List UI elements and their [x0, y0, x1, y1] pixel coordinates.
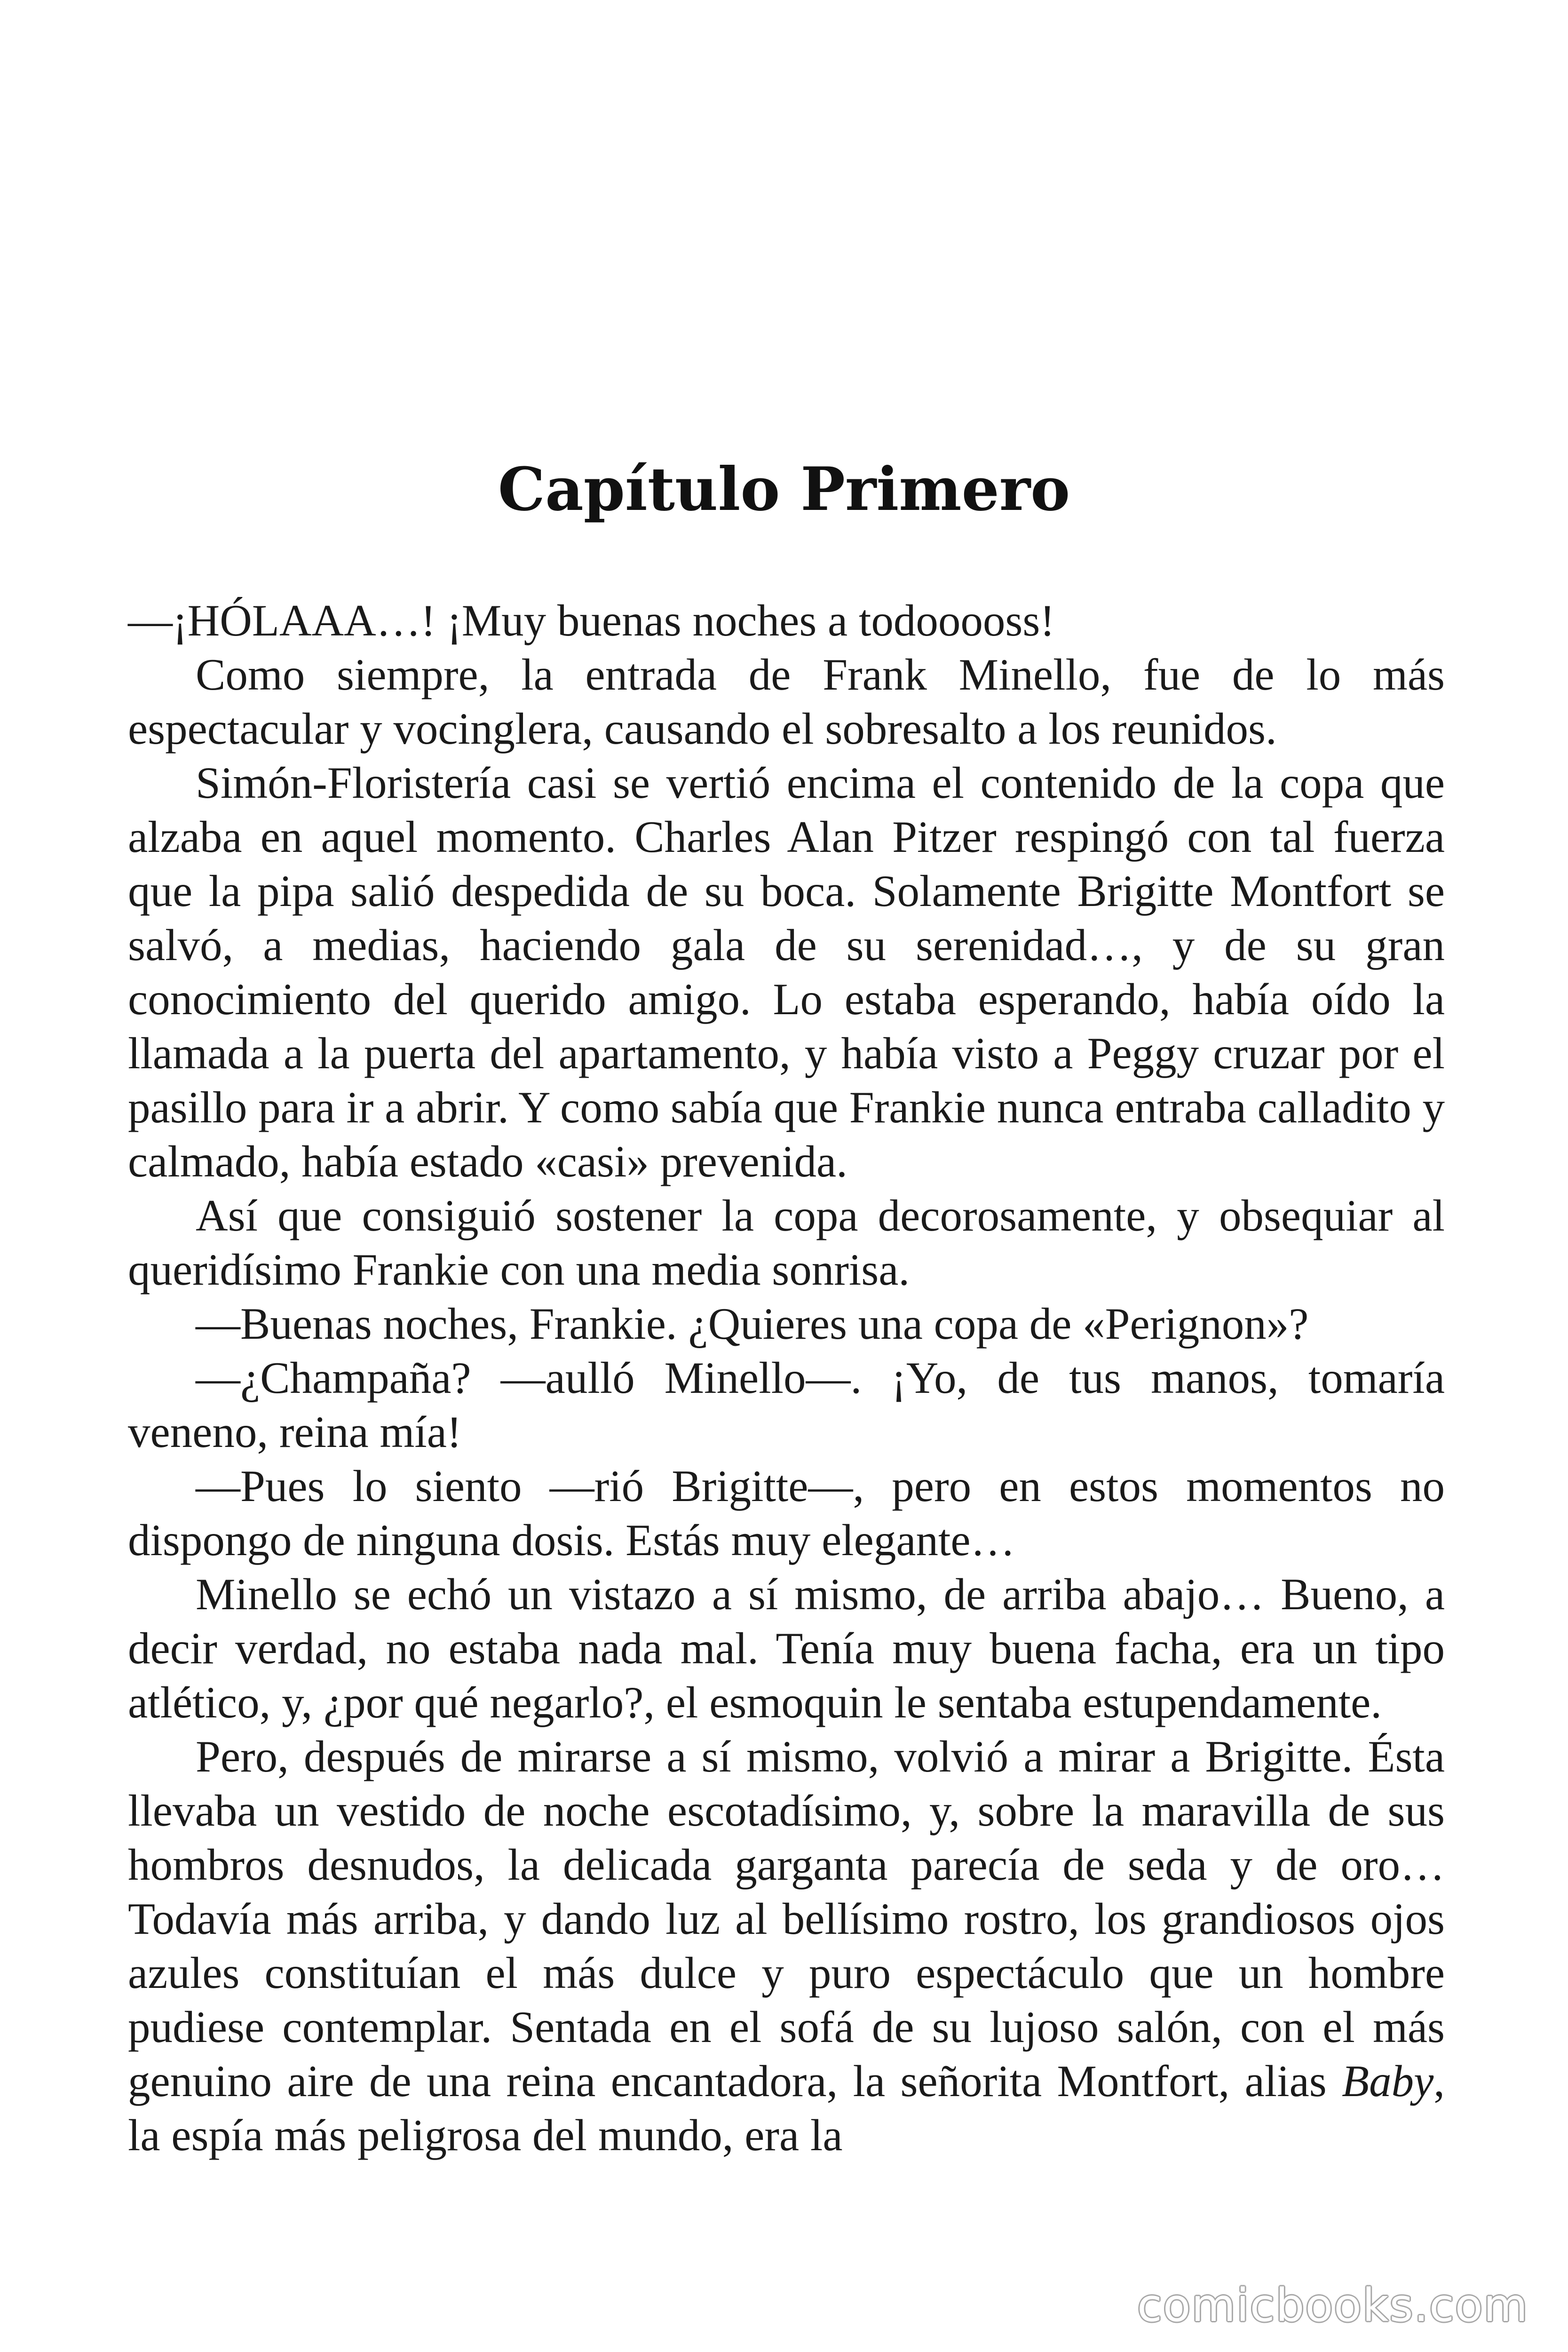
- paragraph-4: Así que consiguió sostener la copa decorosamente, y obsequiar al queridísimo Frankie con una media sonrisa.: [128, 1191, 1445, 1295]
- paragraph-7: —Pues lo siento —rió Brigitte—, pero en estos momentos no dispongo de ninguna dosis. Estás muy elegante…: [128, 1461, 1445, 1565]
- paragraph-9-emphasis: Baby: [1342, 2056, 1434, 2106]
- paragraph-2: Como siempre, la entrada de Frank Minello, fue de lo más espectacular y vocinglera, causando el sobresalto a los reunidos.: [128, 650, 1445, 754]
- paragraph-9-text-before: Pero, después de mirarse a sí mismo, volvió a mirar a Brigitte. Ésta llevaba un vestido de noche escotadísimo, y, sobre la maravilla de sus hombros desnudos, la delicada garganta parecía de seda y de oro… Todavía más arriba, y dando luz al bellísimo rostro, los grandiosos ojos azules constituían el más dulce y puro espectáculo que un hombre pudiese contemplar. Sentada en el sofá de su lujoso salón, con el más genuino aire de una reina encantadora, la señorita Montfort, alias: [128, 1732, 1445, 2106]
- paragraph-3: Simón-Floristería casi se vertió encima el contenido de la copa que alzaba en aquel momento. Charles Alan Pitzer respingó con tal fuerza que la pipa salió despedida de su boca. Solamente Brigitte Montfort se salvó, a medias, haciendo gala de su serenidad…, y de su gran conocimiento del querido amigo. Lo estaba esperando, había oído la llamada a la puerta del apartamento, y había visto a Peggy cruzar por el pasillo para ir a abrir. Y como sabía que Frankie nunca entraba calladito y calmado, había estado «casi» prevenida.: [128, 758, 1445, 1186]
- paragraph-8: Minello se echó un vistazo a sí mismo, de arriba abajo… Bueno, a decir verdad, no estaba nada mal. Tenía muy buena facha, era un tipo atlético, y, ¿por qué negarlo?, el esmoquin le sentaba estupendamente.: [128, 1569, 1445, 1727]
- paragraph-1: —¡HÓLAAA…! ¡Muy buenas noches a todooooss!: [128, 596, 1055, 645]
- chapter-body: [128, 594, 1445, 2162]
- chapter-title: Capítulo Primero: [498, 454, 1070, 524]
- watermark: comicbooks.com: [1137, 2279, 1528, 2332]
- paragraph-5: —Buenas noches, Frankie. ¿Quieres una copa de «Perignon»?: [196, 1299, 1309, 1349]
- paragraph-6: —¿Champaña? —aulló Minello—. ¡Yo, de tus manos, tomaría veneno, reina mía!: [128, 1353, 1445, 1457]
- paragraph-9: [128, 1730, 1445, 2162]
- paragraph-9-text-after: , la espía más peligrosa del mundo, era la: [128, 2056, 1445, 2160]
